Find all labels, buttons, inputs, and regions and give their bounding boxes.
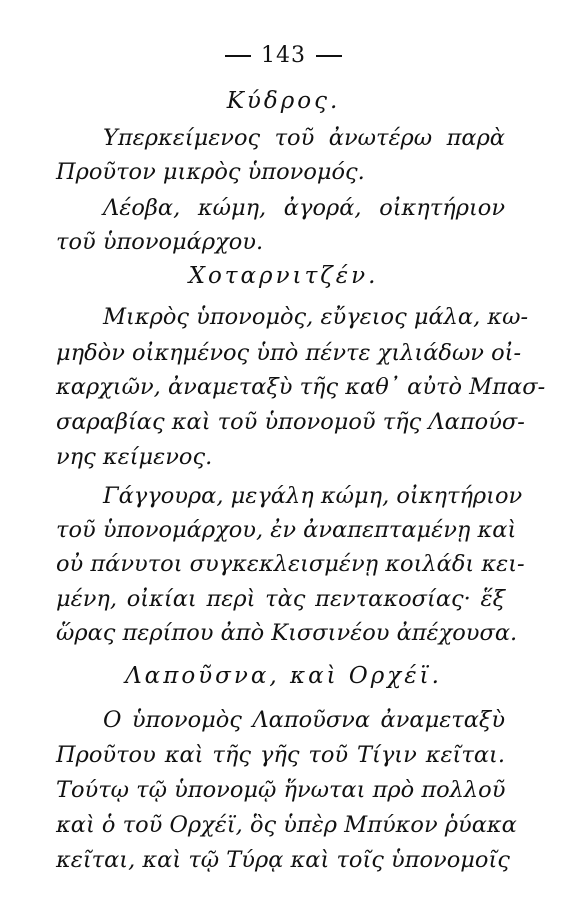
paragraph-line: Ο ὑπονομὸς Λαποῦσνα ἀναμεταξὺ	[103, 707, 505, 733]
paragraph-line: μηδὸν οἰκημένος ὑπὸ πέντε χιλιάδων οἰ-	[56, 340, 522, 366]
paragraph-line: Προῦτον μικρὸς ὑπονομός.	[56, 159, 365, 185]
paragraph-line: τοῦ ὑπονομάρχου, ἐν ἀναπεπταμένῃ καὶ	[56, 517, 517, 543]
paragraph-line: Προῦτου καὶ τῆς γῆς τοῦ Τίγιν κεῖται.	[56, 742, 505, 768]
paragraph-line: σαραβίας καὶ τοῦ ὑπονομοῦ τῆς Λαπούσ-	[56, 409, 525, 435]
page-number: 143	[261, 43, 306, 68]
paragraph-line: ὥρας περίπου ἀπὸ Κισσινέου ἀπέχουσα.	[56, 620, 518, 646]
section-heading-chotarnitzen: Χοταρνιτζέν.	[188, 263, 379, 289]
page-number-line	[0, 43, 567, 68]
paragraph-line: Τούτῳ τῷ ὑπονομῷ ἥνωται πρὸ πολλοῦ	[56, 777, 506, 803]
left-dash	[225, 55, 251, 57]
paragraph-line: μένη, οἰκίαι περὶ τὰς πεντακοσίας· ἕξ	[56, 586, 505, 612]
paragraph-line: τοῦ ὑπονομάρχου.	[56, 229, 264, 255]
section-heading-kydros: Κύδρος.	[226, 88, 341, 114]
paragraph-line: Μικρὸς ὑπονομὸς, εὔγειος μάλα, κω-	[103, 304, 529, 330]
paragraph-line: Υπερκείμενος τοῦ ἀνωτέρω παρὰ	[103, 125, 505, 151]
paragraph-line: καρχιῶν, ἀναμεταξὺ τῆς καθ᾽ αὐτὸ Μπασ-	[56, 374, 546, 400]
paragraph-line: κεῖται, καὶ τῷ Τύρᾳ καὶ τοῖς ὑπονομοῖς	[56, 847, 510, 873]
paragraph-line: Λέοβα, κώμη, ἀγορά, οἰκητήριον	[103, 195, 505, 221]
paragraph-line: οὐ πάνυτοι συγκεκλεισμένῃ κοιλάδι κει-	[56, 551, 525, 577]
paragraph-line: Γάγγουρα, μεγάλη κώμη, οἰκητήριον	[103, 483, 523, 509]
right-dash	[316, 55, 342, 57]
paragraph-line: νης κείμενος.	[56, 444, 213, 470]
section-heading-lapousna: Λαποῦσνα, καὶ Ορχέϊ.	[125, 663, 442, 689]
paragraph-line: καὶ ὁ τοῦ Ορχέϊ, ὃς ὑπὲρ Μπύκον ῥύακα	[56, 812, 517, 838]
